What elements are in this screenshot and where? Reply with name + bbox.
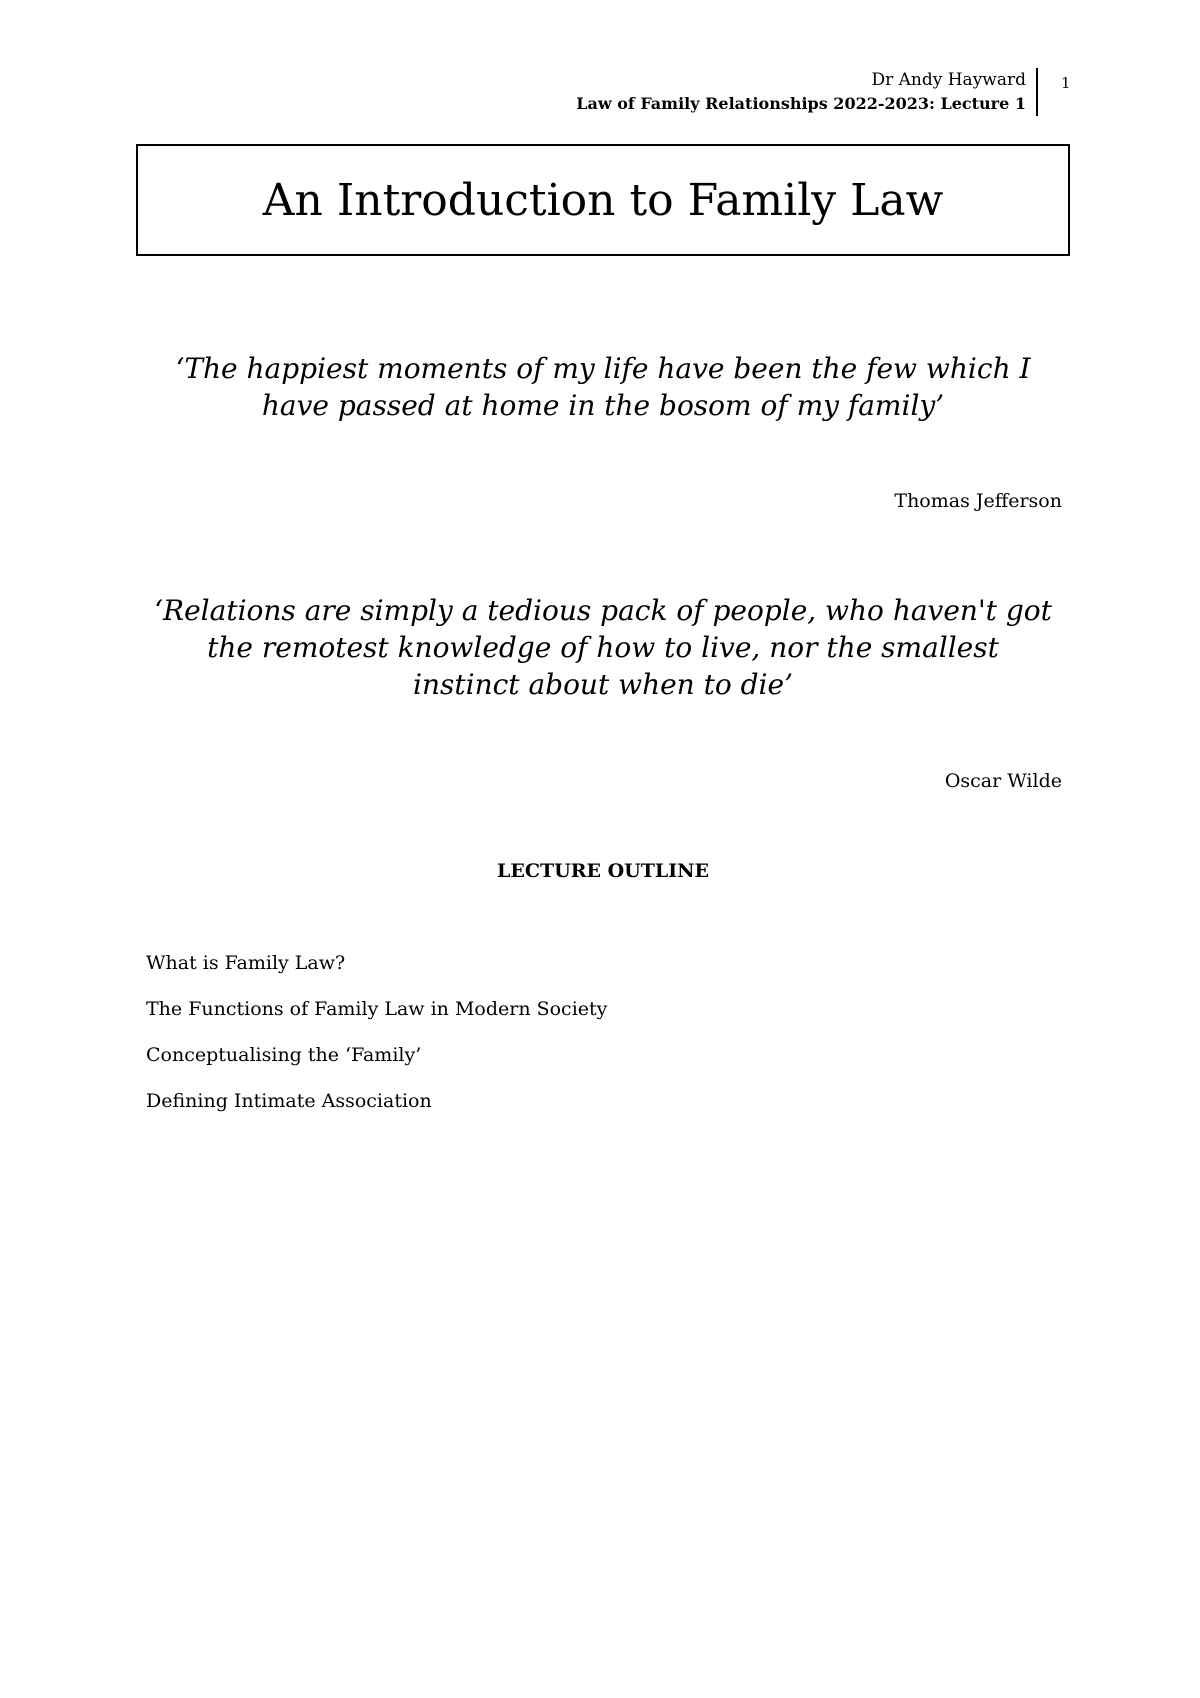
document-title: An Introduction to Family Law xyxy=(262,174,944,226)
quote-jefferson xyxy=(136,350,1070,424)
header-author: Dr Andy Hayward xyxy=(871,70,1026,90)
outline-item: Conceptualising the ‘Family’ xyxy=(146,1044,422,1066)
quote-line: the remotest knowledge of how to live, nor the smallest xyxy=(207,631,999,664)
quote-attribution-jefferson: Thomas Jefferson xyxy=(894,490,1062,512)
title-box xyxy=(136,144,1070,256)
outline-item: The Functions of Family Law in Modern Society xyxy=(146,998,608,1020)
outline-item: What is Family Law? xyxy=(146,952,346,974)
page-number: 1 xyxy=(1061,74,1071,92)
quote-attribution-wilde: Oscar Wilde xyxy=(944,770,1062,792)
quote-wilde xyxy=(136,592,1070,703)
quote-line: ‘The happiest moments of my life have been the few which I xyxy=(175,352,1031,385)
outline-heading: LECTURE OUTLINE xyxy=(497,860,709,882)
outline-item: Defining Intimate Association xyxy=(146,1090,432,1112)
running-header xyxy=(576,68,1038,116)
quote-line: instinct about when to die’ xyxy=(413,668,793,701)
quote-line: ‘Relations are simply a tedious pack of people, who haven't got xyxy=(154,594,1052,627)
header-course-title: Law of Family Relationships 2022-2023: Lecture 1 xyxy=(576,94,1026,113)
quote-line: have passed at home in the bosom of my family’ xyxy=(261,389,945,422)
outline-list xyxy=(146,950,607,1134)
